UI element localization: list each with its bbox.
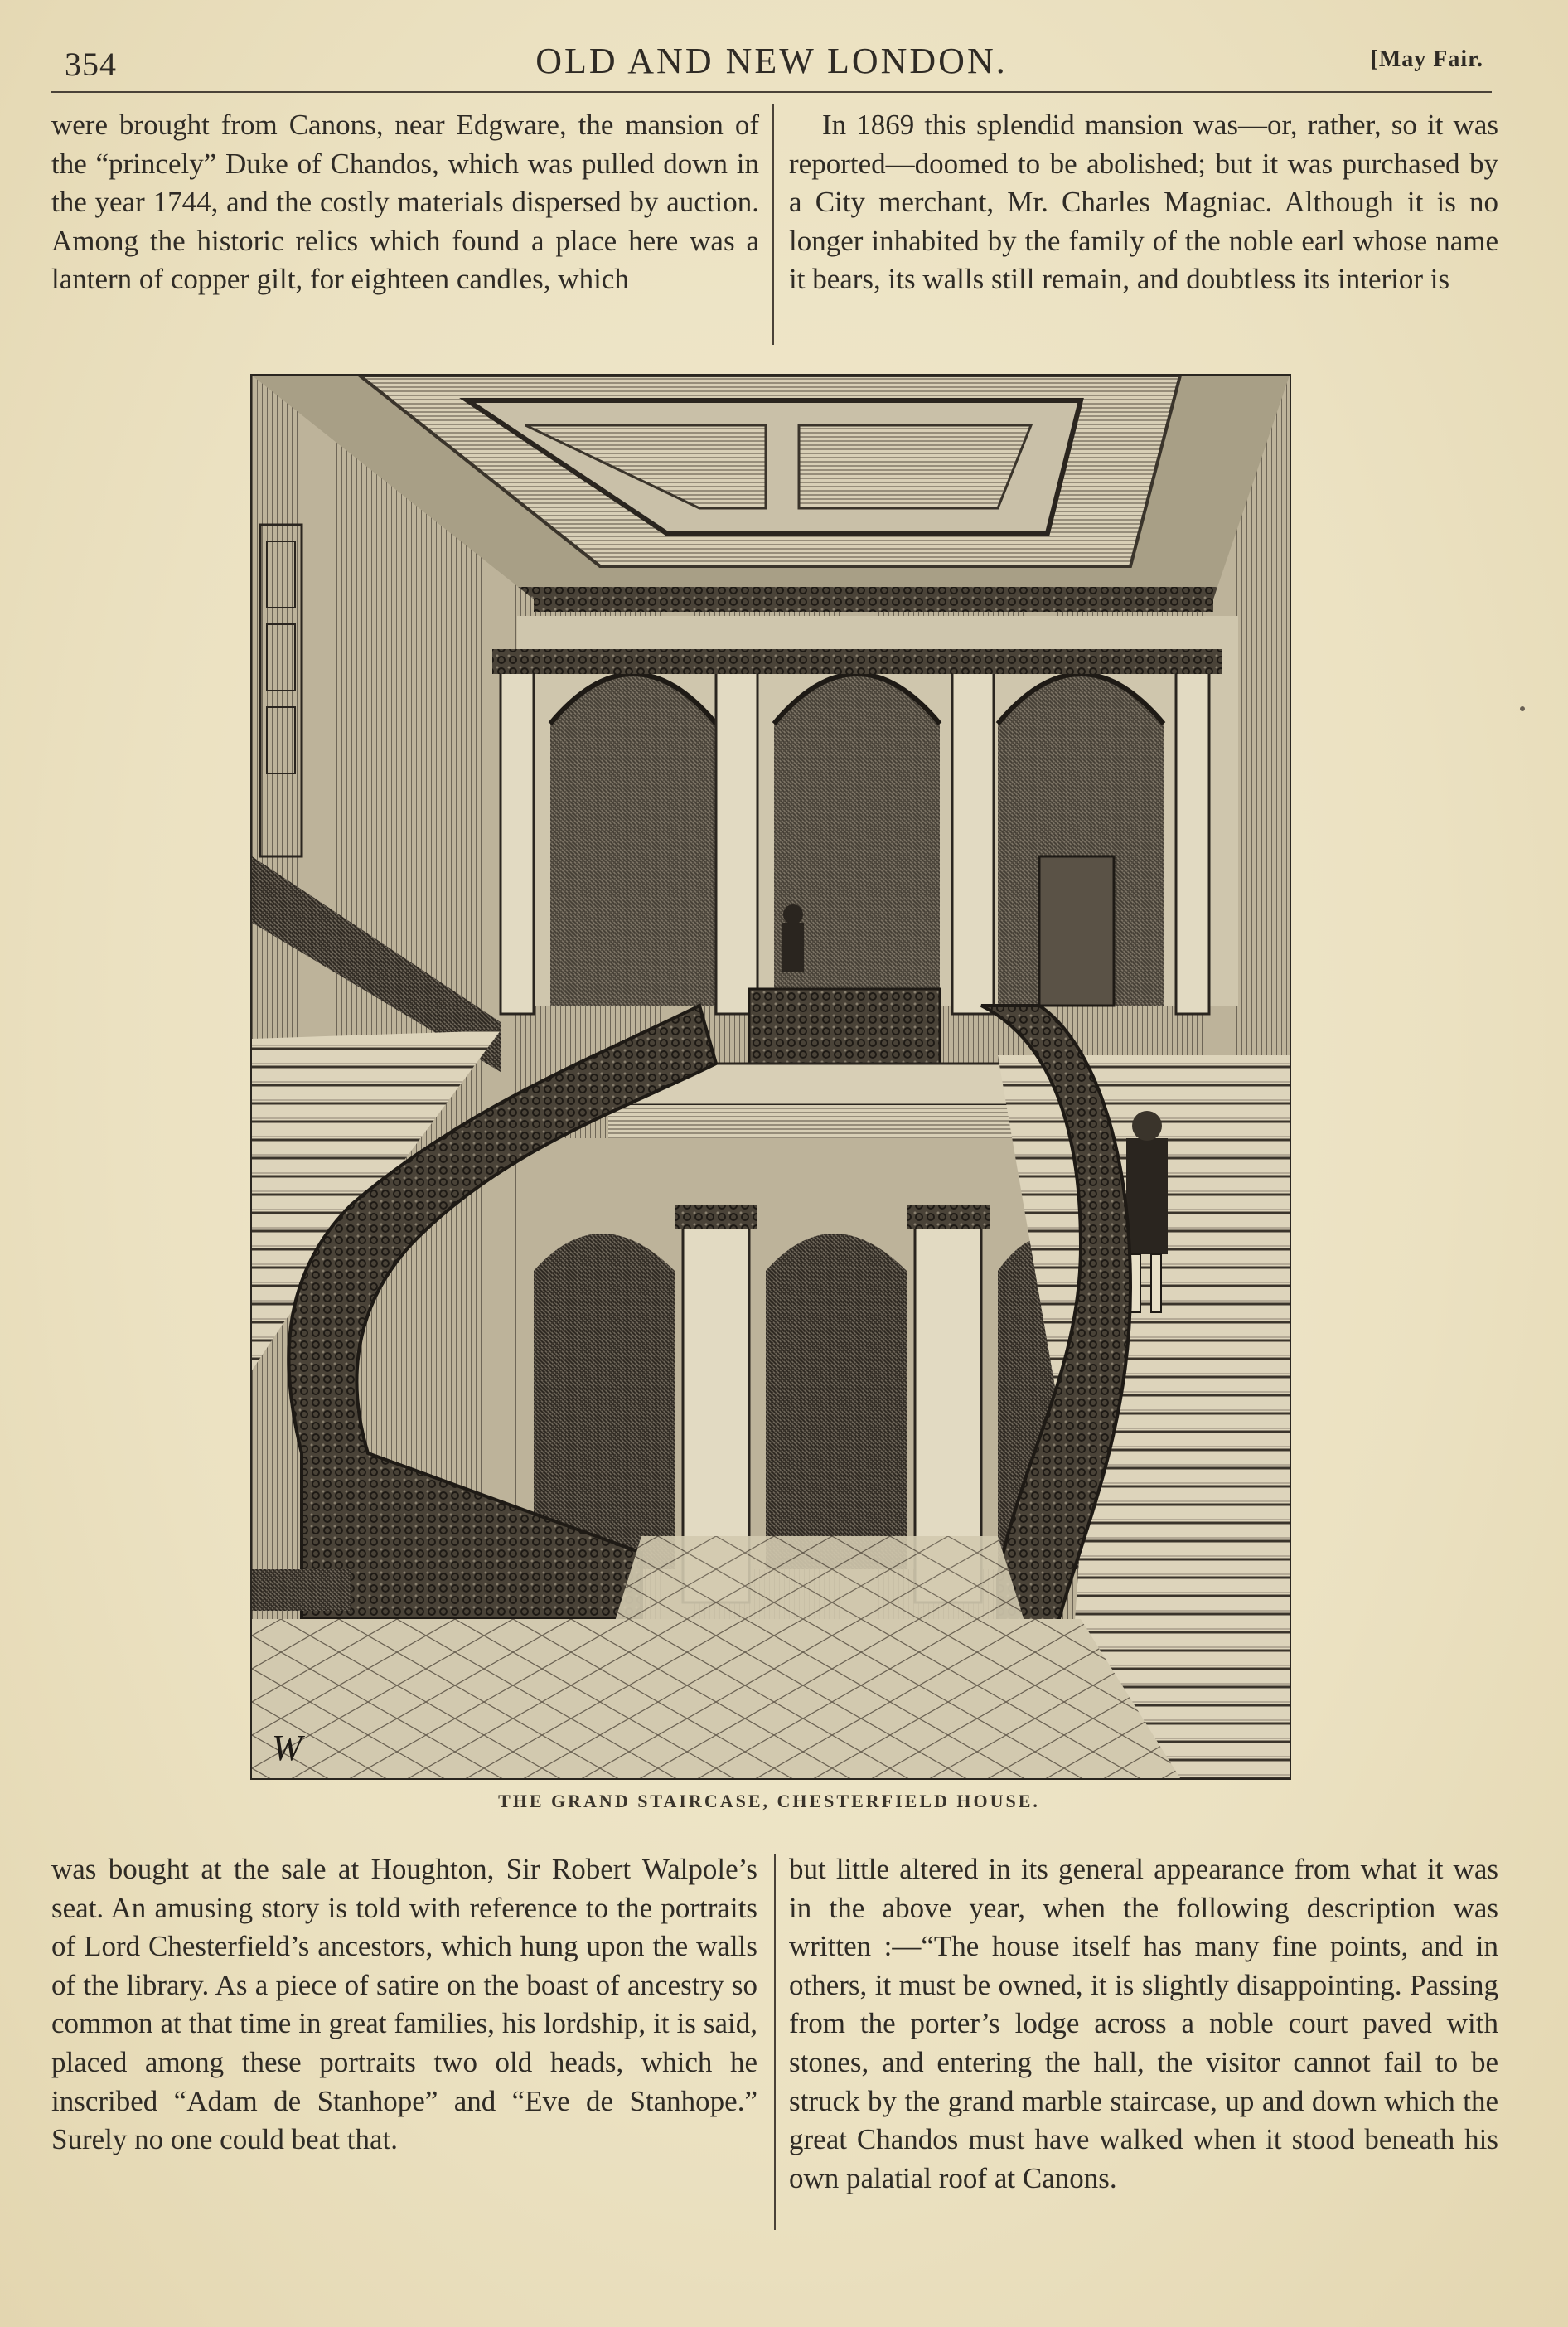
page-number: 354 (65, 46, 117, 83)
svg-text:W: W (272, 1728, 302, 1768)
column-divider (772, 104, 774, 345)
column-bottom-left (51, 1850, 757, 2160)
paper-speck (1520, 706, 1525, 711)
section-label: [May Fair. (1370, 46, 1483, 72)
paragraph: In 1869 this splendid mansion was—or, rather, so it was reported—doomed to be abolished; but it was purchased by a City merchant, Mr. Charles Magniac. Although it is no longer inhabited by the family of the noble earl whose name it bears, its walls still remain, and doubtless its interior is (789, 109, 1498, 296)
paragraph: was bought at the sale at Houghton, Sir Robert Walpole’s seat. An amusing story is told with reference to the portraits of Lord Chesterfield’s ancestors, which hung upon the walls of the library. As a piece of satire on the boast of ancestry so common at that time in great families, his lordship, it is said, placed among these portraits two old heads, which he inscribed “Adam de Stanhope” and “Eve de Stanhope.” Surely no one could beat that. (51, 1853, 757, 2156)
paragraph: but little altered in its general appearance from what it was in the above year, when the following description was written :—“The house itself has many fine points, and in others, it must be owned, it is slightly disappointing. Passing from the porter’s lodge across a noble court paved with stones, and entering the hall, the visitor cannot fail to be struck by the grand marble staircase, up and down which the great Chandos must have walked when it stood beneath his own palatial roof at Canons. (789, 1853, 1498, 2194)
column-divider (774, 1854, 776, 2230)
column-top-right (789, 106, 1498, 299)
column-bottom-right (789, 1850, 1498, 2198)
staircase-engraving (250, 374, 1291, 1780)
page-header (51, 35, 1492, 93)
figure-caption: THE GRAND STAIRCASE, CHESTERFIELD HOUSE. (498, 1791, 1040, 1811)
running-title: OLD AND NEW LONDON. (535, 41, 1008, 81)
column-top-left (51, 106, 759, 299)
paragraph: were brought from Canons, near Edgware, the mansion of the “princely” Duke of Chandos, which was pulled down in the year 1744, and the costly materials dispersed by auction. Among the historic relics which found a place here was a lantern of copper gilt, for eighteen candles, which (51, 109, 759, 296)
